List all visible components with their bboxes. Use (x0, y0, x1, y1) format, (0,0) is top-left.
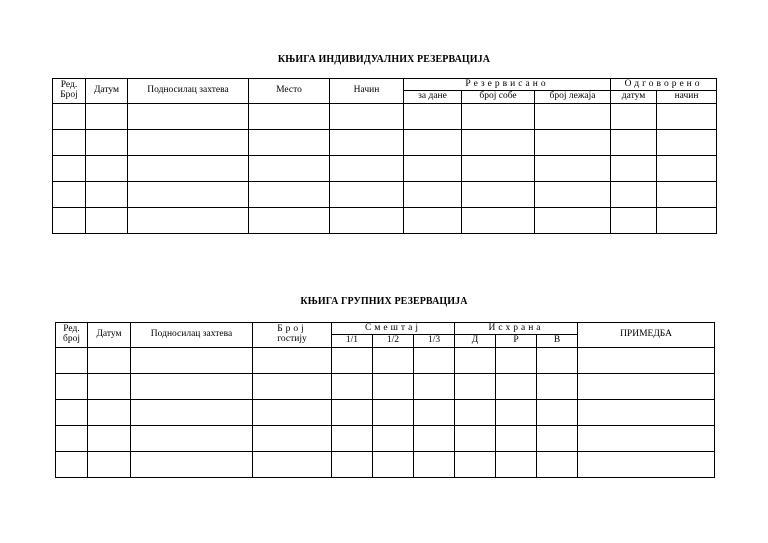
empty-cell (131, 374, 253, 400)
empty-cell (537, 452, 578, 478)
empty-cell (131, 400, 253, 426)
empty-cell (373, 452, 414, 478)
col-header-single: 1/1 (332, 335, 373, 348)
empty-cell (578, 426, 715, 452)
empty-cell (455, 426, 496, 452)
empty-cell (330, 130, 404, 156)
empty-cell (249, 156, 330, 182)
empty-cell (657, 208, 717, 234)
empty-cell (88, 400, 131, 426)
empty-cell (332, 452, 373, 478)
empty-cell (578, 348, 715, 374)
col-header-guests: Број гостију (253, 323, 332, 348)
empty-cell (455, 348, 496, 374)
empty-cell (462, 208, 535, 234)
empty-cell (373, 400, 414, 426)
col-header-reserved: Резервисано (404, 79, 611, 91)
empty-cell (88, 348, 131, 374)
empty-cell (414, 426, 455, 452)
empty-cell (330, 156, 404, 182)
empty-cell (253, 400, 332, 426)
col-header-method: Начин (330, 79, 404, 104)
empty-cell (86, 104, 128, 130)
col-header-room-number: број собе (462, 91, 535, 104)
col-header-triple: 1/3 (414, 335, 455, 348)
col-header-applicant: Подносилац захтева (128, 79, 249, 104)
empty-cell (537, 426, 578, 452)
empty-cell (131, 426, 253, 452)
empty-cell (404, 208, 462, 234)
col-header-date: Датум (86, 79, 128, 104)
empty-cell (373, 426, 414, 452)
individual-reservations-table (52, 78, 717, 234)
col-header-bed-number: број лежаја (535, 91, 611, 104)
empty-cell (86, 182, 128, 208)
empty-cell (249, 208, 330, 234)
empty-cell (128, 182, 249, 208)
table-row (56, 374, 715, 400)
empty-cell (131, 452, 253, 478)
empty-cell (249, 104, 330, 130)
col-header-answered-method: начин (657, 91, 717, 104)
empty-cell (414, 348, 455, 374)
empty-cell (611, 156, 657, 182)
empty-cell (332, 348, 373, 374)
empty-cell (535, 208, 611, 234)
empty-cell (611, 104, 657, 130)
col-header-double: 1/2 (373, 335, 414, 348)
table-row (53, 104, 717, 130)
empty-cell (128, 208, 249, 234)
empty-cell (56, 452, 88, 478)
empty-cell (128, 104, 249, 130)
empty-cell (414, 374, 455, 400)
empty-cell (330, 208, 404, 234)
col-header-number: Ред. Број (53, 79, 86, 104)
col-header-number: Ред. број (56, 323, 88, 348)
empty-cell (86, 130, 128, 156)
empty-cell (404, 182, 462, 208)
empty-cell (332, 426, 373, 452)
table-row (53, 182, 717, 208)
empty-cell (496, 348, 537, 374)
empty-cell (535, 104, 611, 130)
col-header-remark: ПРИМЕДБА (578, 323, 715, 348)
table-row (56, 452, 715, 478)
table-row (53, 130, 717, 156)
empty-cell (56, 426, 88, 452)
col-header-lunch: Р (496, 335, 537, 348)
group-reservations-table (55, 322, 715, 478)
empty-cell (249, 182, 330, 208)
empty-cell (611, 130, 657, 156)
empty-cell (414, 400, 455, 426)
empty-cell (56, 400, 88, 426)
empty-cell (88, 452, 131, 478)
empty-cell (611, 208, 657, 234)
empty-cell (86, 208, 128, 234)
empty-cell (611, 182, 657, 208)
col-header-answered: Одговорено (611, 79, 717, 91)
empty-cell (578, 374, 715, 400)
col-header-answered-date: датум (611, 91, 657, 104)
empty-cell (496, 374, 537, 400)
empty-cell (253, 374, 332, 400)
table-row (56, 426, 715, 452)
empty-cell (56, 374, 88, 400)
empty-cell (455, 452, 496, 478)
col-header-applicant: Подносилац захтева (131, 323, 253, 348)
table-row (53, 208, 717, 234)
col-header-dinner: В (537, 335, 578, 348)
empty-cell (53, 208, 86, 234)
empty-cell (332, 374, 373, 400)
empty-cell (462, 130, 535, 156)
empty-cell (578, 452, 715, 478)
empty-cell (330, 182, 404, 208)
empty-cell (496, 426, 537, 452)
empty-cell (537, 400, 578, 426)
empty-cell (253, 426, 332, 452)
empty-cell (373, 348, 414, 374)
empty-cell (404, 130, 462, 156)
empty-cell (86, 156, 128, 182)
empty-cell (88, 374, 131, 400)
group-book-title: КЊИГА ГРУПНИХ РЕЗЕРВАЦИЈА (300, 296, 468, 307)
empty-cell (535, 156, 611, 182)
empty-cell (496, 452, 537, 478)
empty-cell (455, 400, 496, 426)
empty-cell (578, 400, 715, 426)
empty-cell (56, 348, 88, 374)
empty-cell (657, 182, 717, 208)
empty-cell (253, 348, 332, 374)
empty-cell (249, 130, 330, 156)
empty-cell (404, 156, 462, 182)
empty-cell (53, 156, 86, 182)
col-header-meals: Исхрана (455, 323, 578, 335)
empty-cell (53, 104, 86, 130)
empty-cell (53, 130, 86, 156)
table-row (56, 400, 715, 426)
col-header-breakfast: Д (455, 335, 496, 348)
empty-cell (657, 156, 717, 182)
empty-cell (128, 156, 249, 182)
table-row (56, 348, 715, 374)
empty-cell (373, 374, 414, 400)
empty-cell (535, 130, 611, 156)
col-header-place: Место (249, 79, 330, 104)
individual-book-title: КЊИГА ИНДИВИДУАЛНИХ РЕЗЕРВАЦИЈА (277, 54, 491, 65)
empty-cell (462, 156, 535, 182)
col-header-reserved-days: за дане (404, 91, 462, 104)
empty-cell (88, 426, 131, 452)
empty-cell (332, 400, 373, 426)
empty-cell (131, 348, 253, 374)
table-row (53, 156, 717, 182)
empty-cell (657, 104, 717, 130)
empty-cell (537, 348, 578, 374)
empty-cell (455, 374, 496, 400)
empty-cell (128, 130, 249, 156)
empty-cell (537, 374, 578, 400)
col-header-accommodation: Смештај (332, 323, 455, 335)
empty-cell (462, 104, 535, 130)
empty-cell (53, 182, 86, 208)
empty-cell (253, 452, 332, 478)
col-header-date: Датум (88, 323, 131, 348)
empty-cell (414, 452, 455, 478)
empty-cell (535, 182, 611, 208)
empty-cell (496, 400, 537, 426)
empty-cell (462, 182, 535, 208)
empty-cell (330, 104, 404, 130)
empty-cell (657, 130, 717, 156)
empty-cell (404, 104, 462, 130)
